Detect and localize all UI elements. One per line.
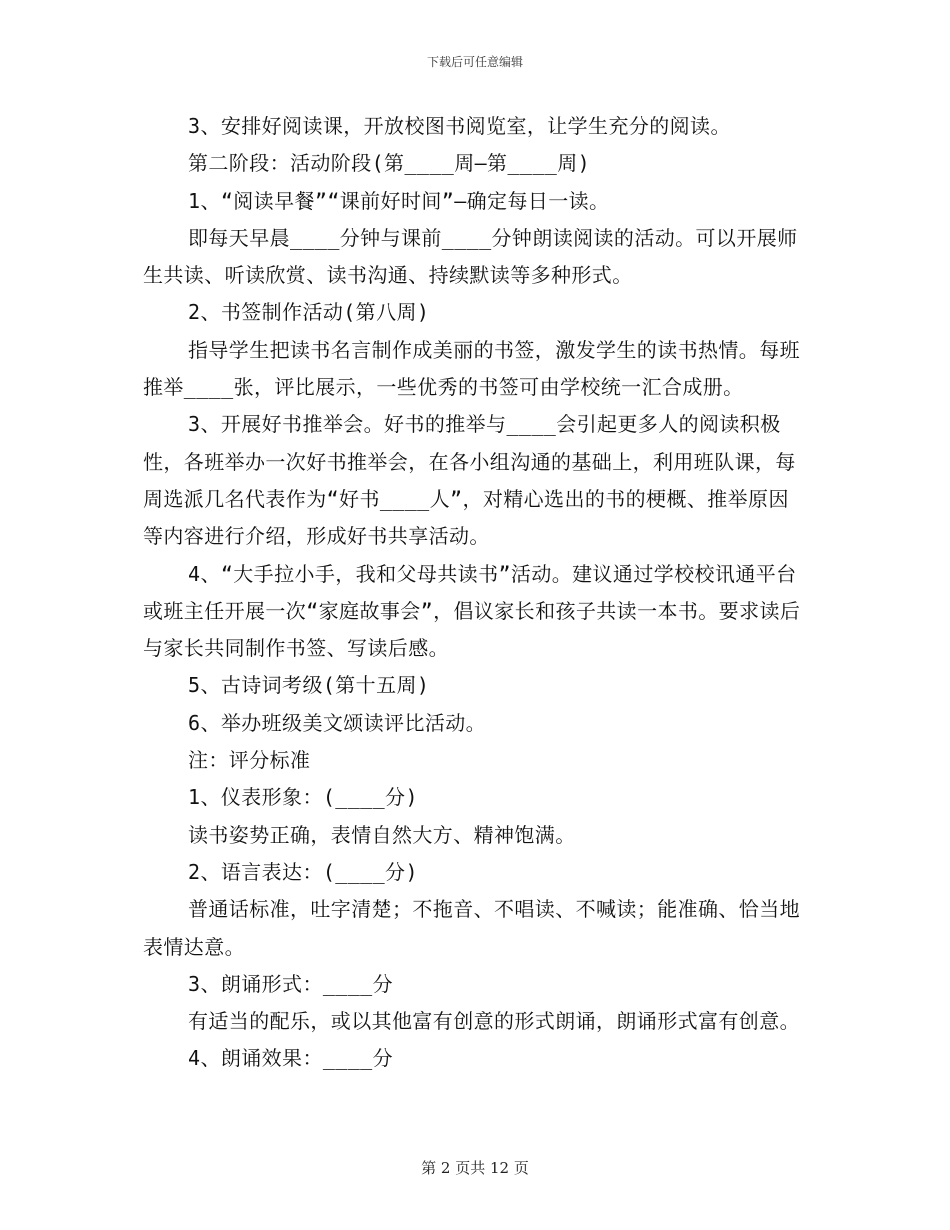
paragraph-bookmark-activity: 2、书签制作活动(第八周)	[188, 300, 430, 325]
paragraph-effect-score: 4、朗诵效果：____分	[188, 1046, 394, 1071]
page-footer: 第 2 页共 12 页	[421, 1159, 529, 1177]
paragraph-language-score: 2、语言表达：(____分)	[188, 859, 418, 884]
paragraph-bookmark-guidance: 指导学生把读书名言制作成美丽的书签，激发学生的读书热情。每班推举____张，评比展示，一些优秀的书签可由学校统一汇合成册。	[143, 337, 800, 400]
page-header: 下载后可任意编辑	[426, 55, 523, 69]
document-body	[143, 108, 808, 1078]
paragraph-family-reading: 4、“大手拉小手，我和父母共读书”活动。建议通过学校校讯通平台或班主任开展一次“家庭故事会”，倡议家长和孩子共读一本书。要求读后与家长共同制作书签、写读后感。	[143, 561, 801, 661]
paragraph-poetry-exam: 5、古诗词考级(第十五周)	[188, 673, 430, 698]
paragraph-appearance-detail: 读书姿势正确，表情自然大方、精神饱满。	[188, 822, 576, 847]
paragraph-appearance-score: 1、仪表形象：(____分)	[188, 785, 418, 810]
paragraph-recitation-contest: 6、举办班级美文颂读评比活动。	[188, 710, 487, 735]
paragraph-scoring-note: 注：评分标准	[188, 748, 311, 773]
paragraph-book-recommendation: 3、开展好书推举会。好书的推举与____会引起更多人的阅读积极性，各班举办一次好书推举会，在各小组沟通的基础上，利用班队课，每周选派几名代表作为“好书____人”，对精心选出的书的梗概、推举原因等内容进行介绍，形成好书共享活动。	[143, 412, 796, 549]
paragraph-stage-two: 第二阶段：活动阶段(第____周—第____周)	[188, 151, 591, 176]
paragraph-form-score: 3、朗诵形式：____分	[188, 971, 394, 996]
paragraph-reading-class: 3、安排好阅读课，开放校图书阅览室，让学生充分的阅读。	[188, 114, 731, 138]
paragraph-daily-reading: 1、“阅读早餐”“课前好时间”—确定每日一读。	[188, 188, 610, 213]
paragraph-morning-reading: 即每天早晨____分钟与课前____分钟朗读阅读的活动。可以开展师生共读、听读欣赏、读书沟通、持续默读等多种形式。	[143, 225, 798, 288]
paragraph-language-detail: 普通话标准，吐字清楚；不拖音、不唱读、不喊读；能准确、恰当地表情达意。	[143, 897, 800, 959]
paragraph-form-detail: 有适当的配乐，或以其他富有创意的形式朗诵，朗诵形式富有创意。	[188, 1009, 800, 1034]
